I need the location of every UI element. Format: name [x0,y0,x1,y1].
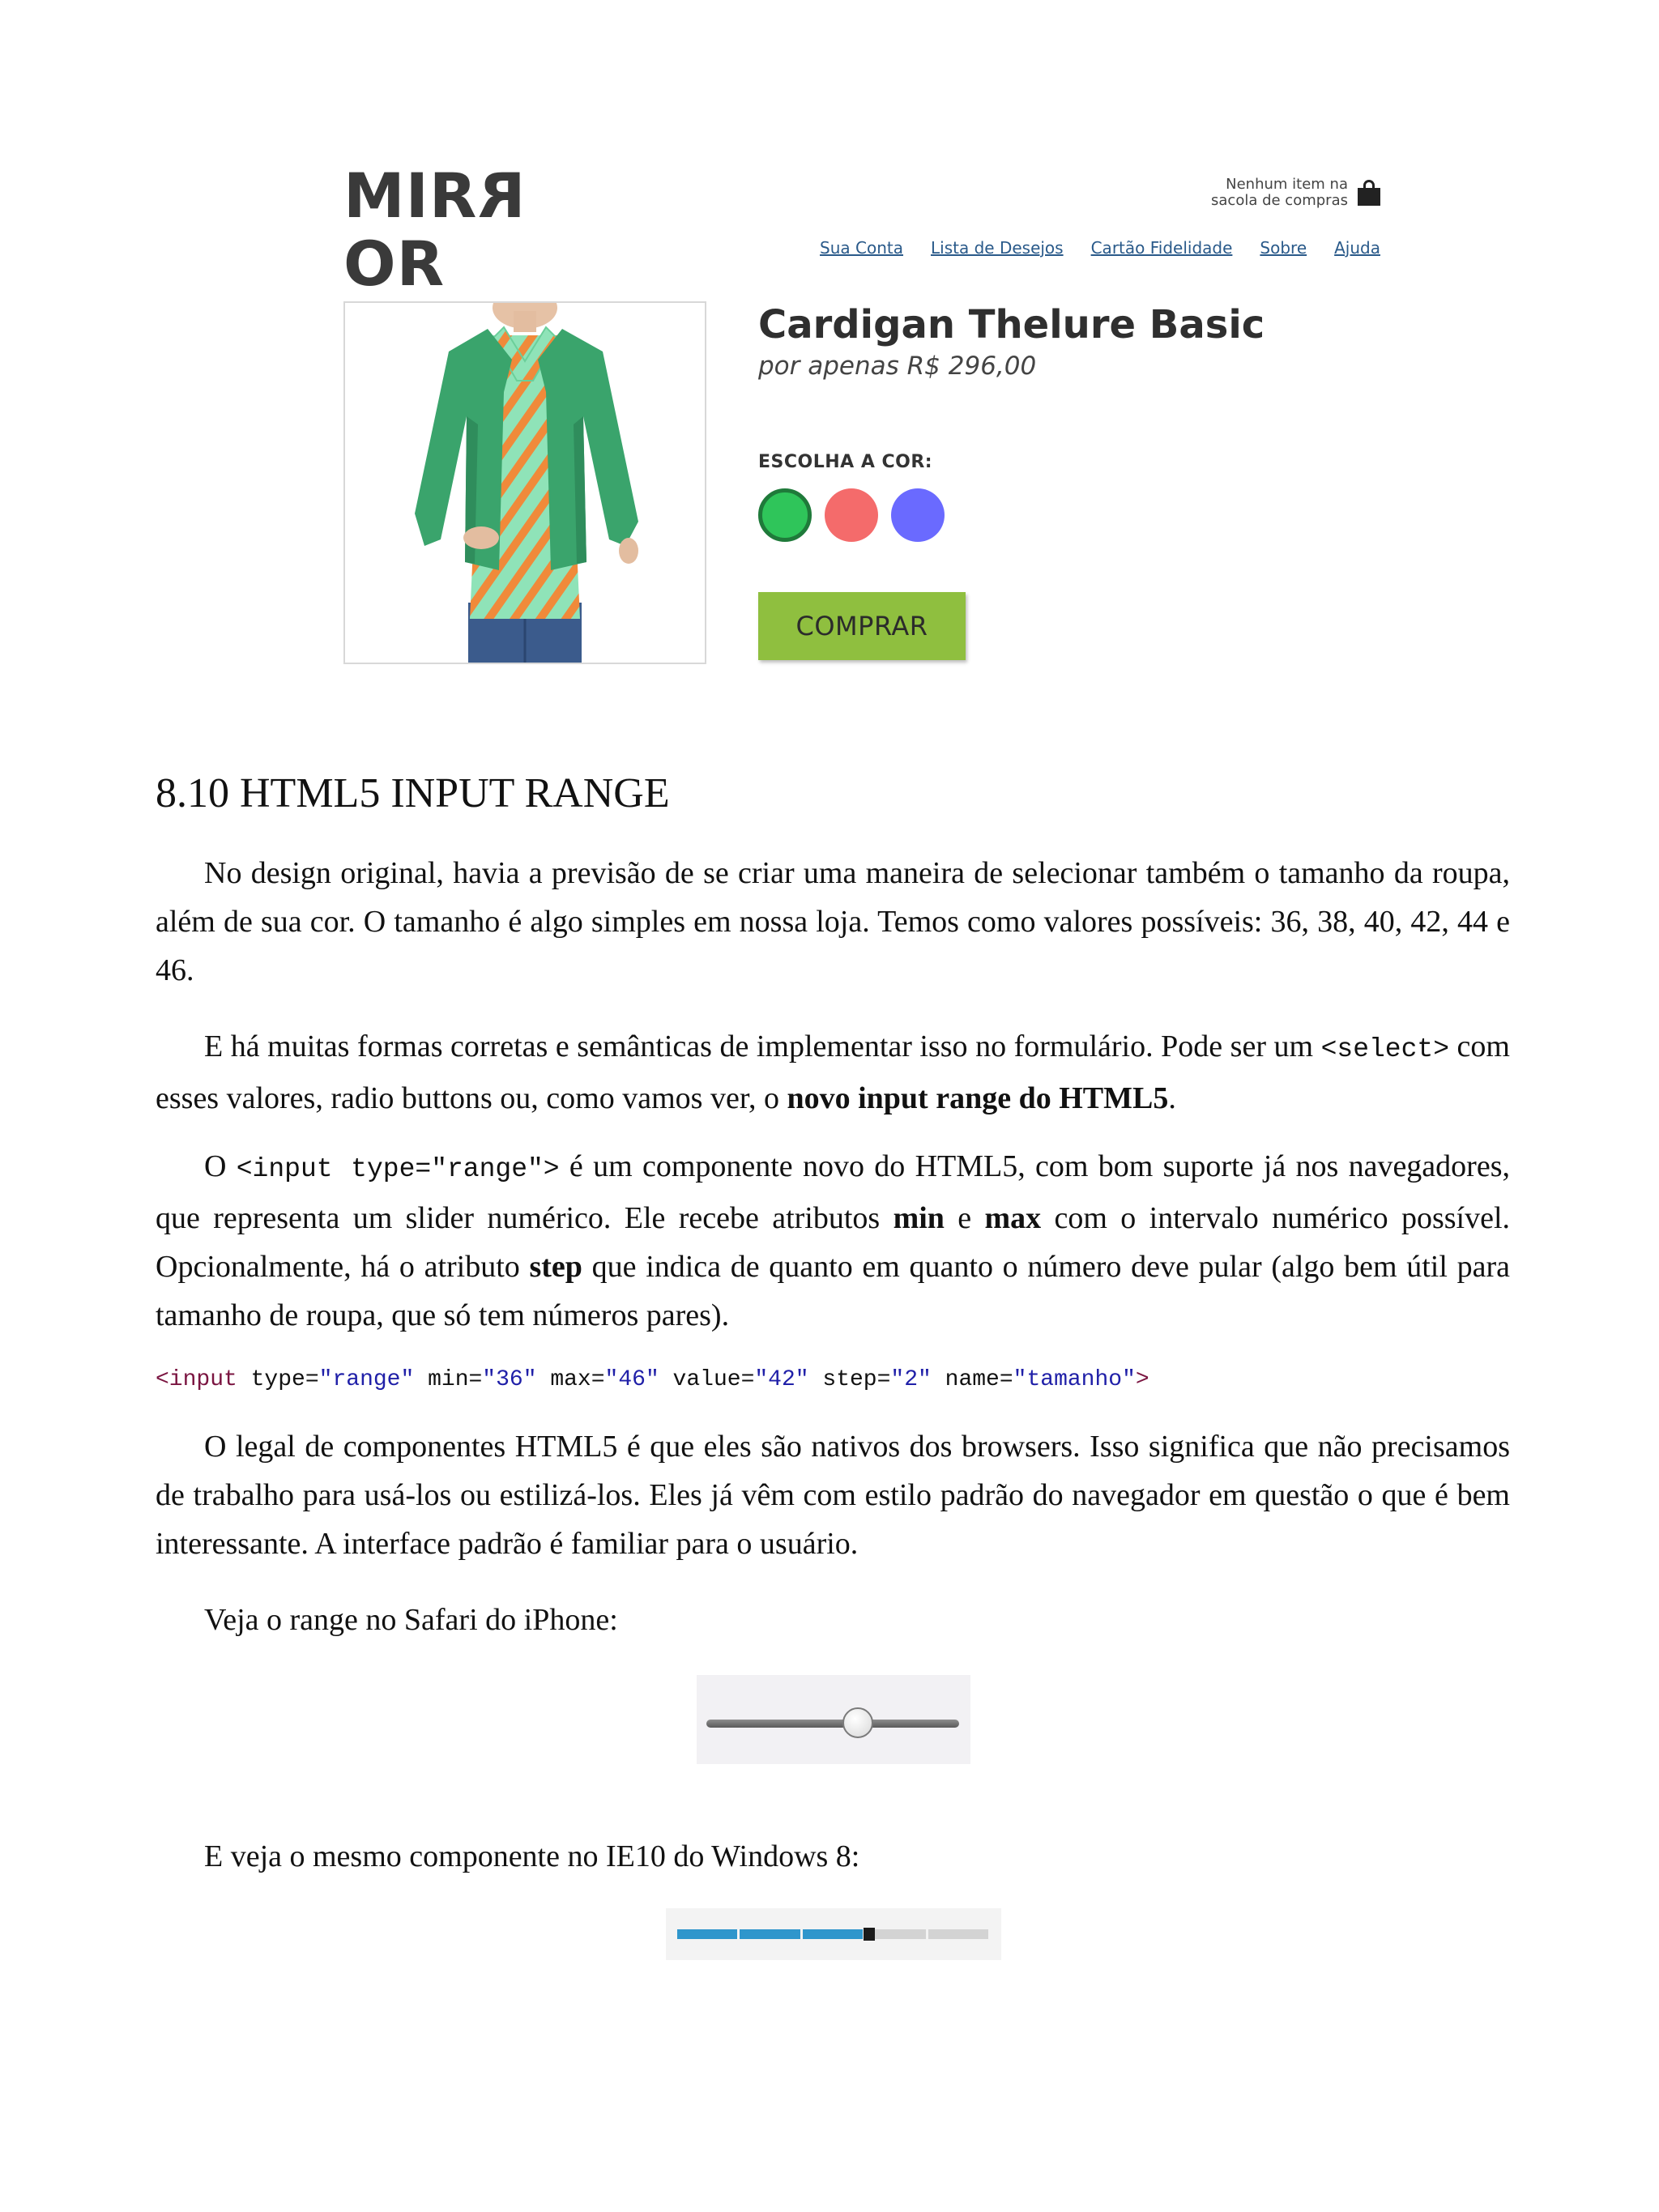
section-title: 8.10 HTML5 INPUT RANGE [156,770,670,816]
buy-button[interactable]: COMPRAR [758,592,966,660]
nav-link-sobre[interactable]: Sobre [1260,238,1307,258]
ie10-range-filled-segment[interactable] [803,1929,863,1939]
product-photo-illustration [345,303,705,663]
product-photo [343,301,706,664]
shopping-bag-icon[interactable] [1358,180,1380,206]
paragraph-4: O legal de componentes HTML5 é que eles são nativos dos browsers. Isso significa que não precisamos de trabalho para usá-los ou estilizá-los. Eles já vêm com estilo padrão do navegador em questão o que é bem interessante. A interface padrão é familiar para o usuário. [156,1430,1510,1561]
ie10-range-empty-segment[interactable] [875,1929,925,1939]
color-swatch-green[interactable] [758,488,812,542]
nav-link-ajuda[interactable]: Ajuda [1334,238,1380,258]
product-price: por apenas R$ 296,00 [758,352,1037,381]
inline-code-select: <select> [1320,1034,1450,1064]
color-swatch-red[interactable] [825,488,878,542]
ie10-range-empty-segment[interactable] [928,1929,988,1939]
ie10-range-filled-segment[interactable] [740,1929,800,1939]
inline-code-input-range: <input type="range"> [236,1154,560,1184]
paragraph-5: Veja o range no Safari do iPhone: [204,1603,618,1637]
nav-link-cartao-fidelidade[interactable]: Cartão Fidelidade [1090,238,1233,258]
cart-status[interactable] [1211,177,1380,209]
product-page-screenshot [340,152,1385,687]
nav-link-sua-conta[interactable]: Sua Conta [820,238,904,258]
iphone-range-track[interactable] [706,1720,959,1728]
top-nav [820,238,1380,258]
ie10-range-slider [666,1908,1001,1960]
color-swatches [758,488,1341,542]
logo-wordmark: MIRROR [343,160,526,300]
ie10-range-filled-segment[interactable] [677,1929,737,1939]
color-swatch-blue[interactable] [891,488,945,542]
code-example: <input type="range" min="36" max="46" value="42" step="2" name="tamanho"> [156,1367,1149,1392]
paragraph-2: E há muitas formas corretas e semânticas de implementar isso no formulário. Pode ser um <select> com esses valores, radio buttons ou, como vamos ver, o novo input range do HTML5. [156,1029,1510,1115]
product-info [758,301,1341,660]
paragraph-3: O <input type="range"> é um componente novo do HTML5, com bom suporte já nos navegadores, que representa um slider numérico. Ele recebe atributos min e max com o intervalo numérico possível. Opcionalmente, há o atributo step que indica de quanto em quanto o número deve pular (algo bem útil para tamanho de roupa, que só tem números pares). [156,1149,1510,1332]
paragraph-6: E veja o mesmo componente no IE10 do Windows 8: [204,1839,860,1873]
iphone-range-slider [697,1675,970,1764]
product-title: Cardigan Thelure Basic [758,302,1265,347]
iphone-range-thumb[interactable] [842,1707,873,1738]
color-label: ESCOLHA A COR: [758,452,933,472]
cart-text: Nenhum item na sacola de compras [1211,176,1348,209]
ie10-range-thumb[interactable] [864,1928,875,1941]
nav-link-lista-desejos[interactable]: Lista de Desejos [931,238,1064,258]
paragraph-1: No design original, havia a previsão de se criar uma maneira de selecionar também o tamanho da roupa, além de sua cor. O tamanho é algo simples em nossa loja. Temos como valores possíveis: 36, 38, 40, 42, 44 e 46. [156,856,1510,987]
